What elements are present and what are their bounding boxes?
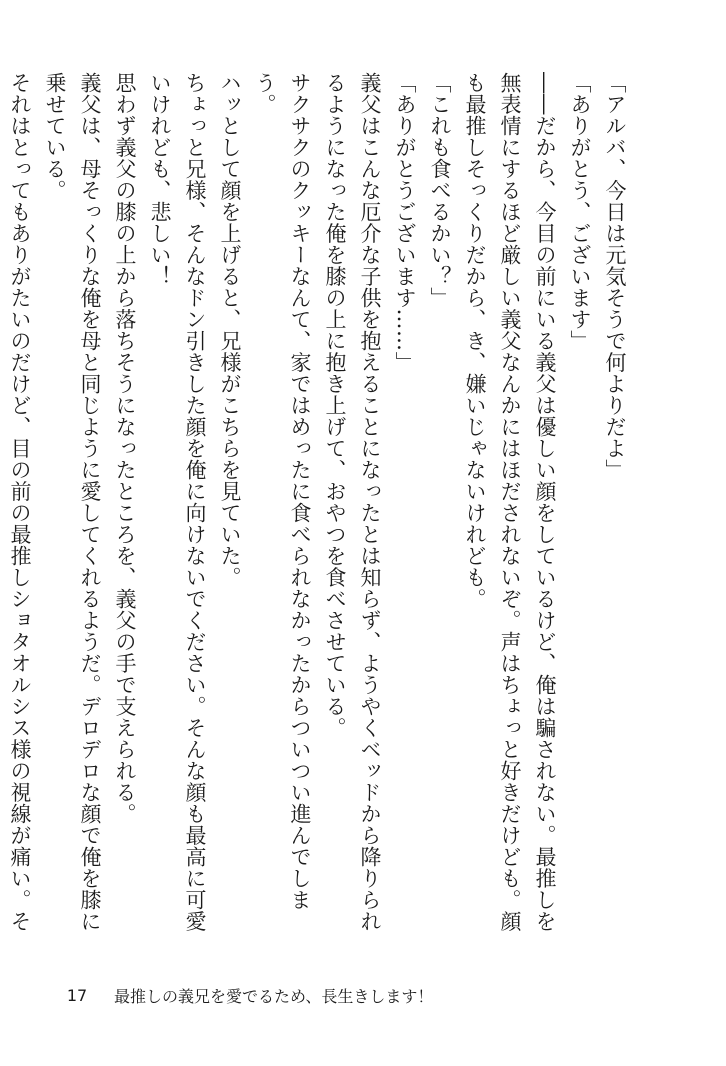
paragraph: 思わず義父の膝の上から落ちそうになったところを、義父の手で支えられる。 <box>113 72 137 825</box>
body-text <box>8 72 632 952</box>
page-footer <box>40 982 433 1008</box>
paragraph: それはとってもありがたいのだけど、目の前の最推しショタオルシス様の視線が痛い。そ <box>8 72 32 932</box>
paragraph: 「これも食べるかい？」 <box>428 72 452 309</box>
paragraph: 義父は、母そっくりな俺を母と同じように愛してくれるようだ。デロデロな顔で俺を膝に乗せている。 <box>43 72 102 932</box>
paragraph: ハッとして顔を上げると、兄様がこちらを見ていた。 <box>218 72 242 588</box>
paragraph: ――だから、今目の前にいる義父は優しい顔をしているけど、俺は騙されない。最推しを無表情にするほど厳しい義父なんかにはほだされないぞ。声はちょっと好きだけども。顔も最推しそっくりだから、き、嫌いじゃないけれども。 <box>463 72 557 932</box>
page-number: 17 <box>66 985 88 1005</box>
running-title: 最推しの義兄を愛でるため、長生きします！ <box>114 986 434 1006</box>
paragraph: 「ありがとう、ございます」 <box>568 72 592 352</box>
paragraph: 義父はこんな厄介な子供を抱えることになったとは知らず、ようやくベッドから降りられるようになった俺を膝の上に抱き上げて、おやつを食べさせている。 <box>323 72 382 932</box>
paragraph: 「ありがとうございます……」 <box>393 72 417 373</box>
paragraph: ちょっと兄様、そんなドン引きした顔を俺に向けないでください。そんな顔も最高に可愛いけれども、悲しい！ <box>148 72 207 932</box>
paragraph: サクサクのクッキーなんて、家ではめったに食べられなかったからついつい進んでしまう。 <box>253 72 312 911</box>
paragraph: 「アルバ、今日は元気そうで何よりだよ」 <box>603 72 627 481</box>
